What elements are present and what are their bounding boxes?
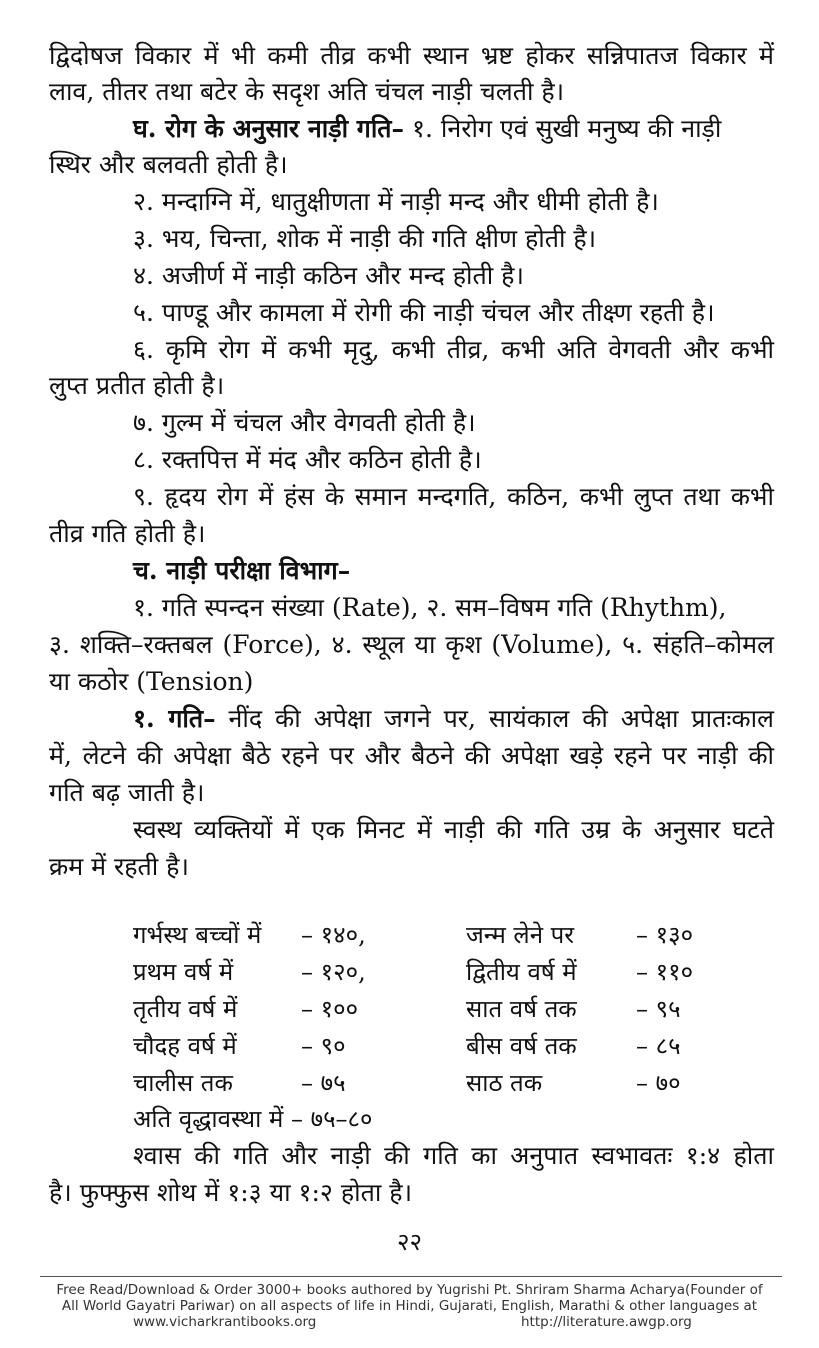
- text-line: है। फुफ्फुस शोथ में १:३ या १:२ होता है।: [49, 1178, 413, 1207]
- table-cell: जन्म लेने पर: [466, 921, 575, 949]
- footer-link-vicharkranti[interactable]: www.vicharkrantibooks.org: [133, 1314, 317, 1330]
- table-cell: साठ तक: [466, 1069, 543, 1097]
- table-cell: चौदह वर्ष में: [133, 1032, 237, 1060]
- text-line: क्रम में रहती है।: [49, 852, 189, 881]
- section-line: [133, 701, 774, 737]
- list-item: २. मन्दाग्नि में, धातुक्षीणता में नाड़ी मन्द और धीमी होती है।: [133, 187, 659, 216]
- table-cell: – ११०: [636, 958, 694, 986]
- text-line: या कठोर (Tension): [49, 667, 254, 696]
- list-item: ५. पाण्डू और कामला में रोगी की नाड़ी चंचल और तीक्ष्ण रहती है।: [133, 298, 715, 327]
- table-cell: – ७५: [301, 1069, 346, 1097]
- table-cell: – ७०: [636, 1069, 681, 1097]
- list-item: ४. अजीर्ण में नाड़ी कठिन और मन्द होती है।: [133, 261, 524, 290]
- text-line: ३. शक्ति–रक्तबल (Force), ४. स्थूल या कृश (Volume), ५. संहति–कोमल: [49, 630, 774, 659]
- table-cell: – १००: [301, 995, 359, 1023]
- list-item: ३. भय, चिन्ता, शोक में नाड़ी की गति क्षीण होती है।: [133, 224, 597, 253]
- footer-line: All World Gayatri Pariwar) on all aspects of life in Hindi, Gujarati, English, Marathi & other languages at: [61, 1298, 758, 1314]
- table-cell: चालीस तक: [133, 1069, 233, 1097]
- page-number: २२: [397, 1228, 422, 1256]
- section-line: [133, 111, 721, 147]
- text-line: अति वृद्धावस्था में – ७५–८०: [133, 1105, 373, 1133]
- subsection-heading: १. गति–: [133, 704, 216, 733]
- table-cell: प्रथम वर्ष में: [133, 958, 234, 986]
- text-line: श्वास की गति और नाड़ी की गति का अनुपात स्वभावतः १:४ होता: [133, 1141, 774, 1170]
- section-heading: च. नाड़ी परीक्षा विभाग–: [133, 556, 351, 585]
- table-row: [133, 1065, 753, 1101]
- text-line: में, लेटने की अपेक्षा बैठे रहने पर और बैठने की अपेक्षा खड़े रहने पर नाड़ी की: [49, 741, 774, 770]
- list-item: ७. गुल्म में चंचल और वेगवती होती है।: [133, 408, 476, 437]
- text-line: स्वस्थ व्यक्तियों में एक मिनट में नाड़ी की गति उम्र के अनुसार घटते: [133, 815, 774, 844]
- footer-line: Free Read/Download & Order 3000+ books authored by Yugrishi Pt. Shriram Sharma Acharya(Founder of: [56, 1282, 763, 1298]
- list-item: ८. रक्तपित्त में मंद और कठिन होती है।: [133, 445, 482, 474]
- text-line: लुप्त प्रतीत होती है।: [49, 371, 225, 400]
- list-item: ६. कृमि रोग में कभी मृदु, कभी तीव्र, कभी अति वेगवती और कभी: [133, 335, 774, 364]
- table-cell: – १३०: [636, 921, 694, 949]
- text-line: १. निरोग एवं सुखी मनुष्य की नाड़ी: [412, 114, 722, 143]
- table-cell: तृतीय वर्ष में: [133, 995, 238, 1023]
- text-line: तीव्र गति होती है।: [49, 519, 206, 548]
- table-cell: – १४०,: [301, 921, 366, 949]
- text-line: लाव, तीतर तथा बटेर के सदृश अति चंचल नाड़ी चलती है।: [49, 77, 565, 106]
- text-line: १. गति स्पन्दन संख्या (Rate), २. सम–विषम गति (Rhythm),: [133, 593, 727, 622]
- table-row: [133, 917, 753, 953]
- list-item: ९. हृदय रोग में हंस के समान मन्दगति, कठिन, कभी लुप्त तथा कभी: [133, 482, 774, 511]
- table-cell: – ८५: [636, 1032, 681, 1060]
- text-line: गति बढ़ जाती है।: [49, 778, 205, 807]
- text-line: स्थिर और बलवती होती है।: [49, 150, 288, 179]
- table-cell: सात वर्ष तक: [466, 995, 577, 1023]
- table-cell: – ९५: [636, 995, 681, 1023]
- table-cell: बीस वर्ष तक: [466, 1032, 577, 1060]
- text-line: नींद की अपेक्षा जगने पर, सायंकाल की अपेक्षा प्रातःकाल: [228, 704, 774, 733]
- footer-divider: [40, 1276, 782, 1277]
- footer-link-awgp[interactable]: http://literature.awgp.org: [521, 1314, 692, 1330]
- table-cell: – ९०: [301, 1032, 346, 1060]
- table-cell: गर्भस्थ बच्चों में: [133, 921, 262, 949]
- table-row: [133, 1028, 753, 1064]
- section-heading: घ. रोग के अनुसार नाड़ी गति–: [133, 114, 405, 143]
- table-row: [133, 954, 753, 990]
- table-row: [133, 991, 753, 1027]
- table-cell: – १२०,: [301, 958, 366, 986]
- text-line: द्विदोषज विकार में भी कमी तीव्र कभी स्थान भ्रष्ट होकर सन्निपातज विकार में: [49, 41, 774, 70]
- table-cell: द्वितीय वर्ष में: [466, 958, 577, 986]
